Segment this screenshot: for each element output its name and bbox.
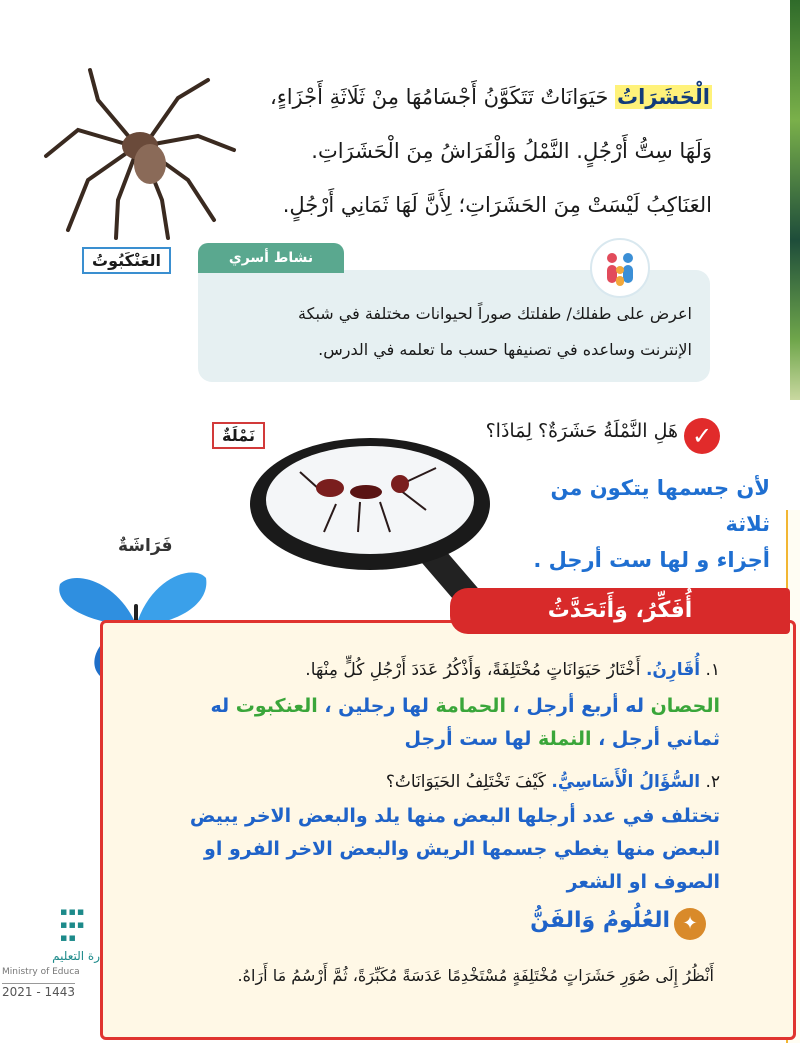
ant-answer-line-2: أجزاء و لها ست أرجل . (533, 548, 770, 572)
answer-2 (118, 800, 720, 899)
answer-1 (118, 690, 720, 756)
answer-1-line-2: ثماني أرجل ، النملة لها ست أرجل (404, 728, 720, 750)
science-art-text: أَنْظُرُ إِلَى صُوَرِ حَشَرَاتٍ مُخْتَلِفَةٍ مُسْتَخْدِمًا عَدَسَةً مُكَبِّرَةً، ثُمَّ أَرْسُمُ مَا أَرَاهُ. (237, 966, 714, 985)
intro-line-3: العَنَاكِبُ لَيْسَتْ مِنَ الحَشَرَاتِ؛ لِأَنَّ لَهَا ثَمَانِي أَرْجُلٍ. (282, 193, 712, 217)
question-1-keyword: أُقَارِنُ. (645, 660, 701, 680)
family-line-1: اعرض على طفلك/ طفلتك صوراً لحيوانات مختلفة في شبكة (298, 304, 692, 323)
intro-line-2: وَلَهَا سِتُّ أَرْجُلٍ. النَّمْلُ وَالْفَرَاشُ مِنَ الْحَشَرَاتِ. (311, 139, 712, 163)
question-2-number: ٢. (705, 772, 720, 792)
family-icon (590, 238, 650, 298)
ministry-english: Ministry of Educa (2, 967, 80, 977)
ant-answer (500, 470, 770, 578)
ministry-year: 2021 - 1443 (2, 985, 76, 999)
answer-2-line-1: تختلف في عدد أرجلها البعض منها يلد والبعض الاخر يبيض (189, 805, 720, 827)
check-icon: ✓ (684, 418, 720, 454)
spider-label: العَنْكَبُوتُ (82, 247, 171, 274)
ant-label: نَمْلَةٌ (212, 422, 265, 449)
family-figures-icon (592, 240, 648, 296)
ministry-dots-icon: ▪▪▪ ▪▪▪ ▪▪ (60, 905, 86, 944)
spider-image (38, 60, 238, 240)
ministry-logo (0, 905, 100, 1005)
intro-paragraph (240, 70, 712, 232)
term-insects: الْحَشَرَاتُ (617, 85, 710, 109)
question-2-keyword: السُّؤَالُ الْأَسَاسِيُّ. (551, 772, 701, 792)
edge-photo-strip (790, 0, 800, 400)
butterfly-label: فَرَاشَةٌ (118, 536, 173, 556)
question-1-text: أَخْتَارُ حَيَوَانَاتٍ مُخْتَلِفَةً، وَأَذْكُرُ عَدَدَ أَرْجُلِ كُلٍّ مِنْهَا. (305, 660, 646, 680)
answer-2-line-3: الصوف او الشعر (566, 871, 720, 893)
question-2 (130, 772, 720, 792)
family-activity-text (230, 296, 692, 368)
ant-question: هَلِ النَّمْلَةُ حَشَرَةٌ؟ لِمَاذَا؟ (485, 420, 678, 442)
science-art-title: العُلُومُ وَالفَنُّ (530, 908, 670, 933)
rocket-icon: ✦ (674, 908, 706, 940)
ministry-arabic: رة التعليم (52, 949, 100, 963)
ant-answer-line-1: لأن جسمها يتكون من ثلاثة (550, 476, 770, 536)
family-activity-tab: نشاط أسري (198, 243, 344, 273)
question-2-text: كَيْفَ تَخْتَلِفُ الحَيَوَانَاتُ؟ (385, 772, 552, 792)
think-talk-header: أُفَكِّرُ، وَأَتَحَدَّثُ (450, 588, 790, 634)
question-1-number: ١. (705, 660, 720, 680)
question-1 (130, 660, 720, 680)
answer-2-line-2: البعض منها يغطي جسمها الريش والبعض الاخر الفرو او (204, 838, 720, 860)
family-line-2: الإنترنت وساعده في تصنيفها حسب ما تعلمه في الدرس. (318, 340, 692, 359)
intro-line-1: الْحَشَرَاتُ حَيَوَانَاتٌ تَتَكَوَّنُ أَجْسَامُهَا مِنْ ثَلَاثَةِ أَجْزَاءٍ، (270, 85, 710, 109)
answer-1-line-1: الحصان له أربع أرجل ، الحمامة لها رجلين ، العنكبوت له (210, 695, 720, 717)
